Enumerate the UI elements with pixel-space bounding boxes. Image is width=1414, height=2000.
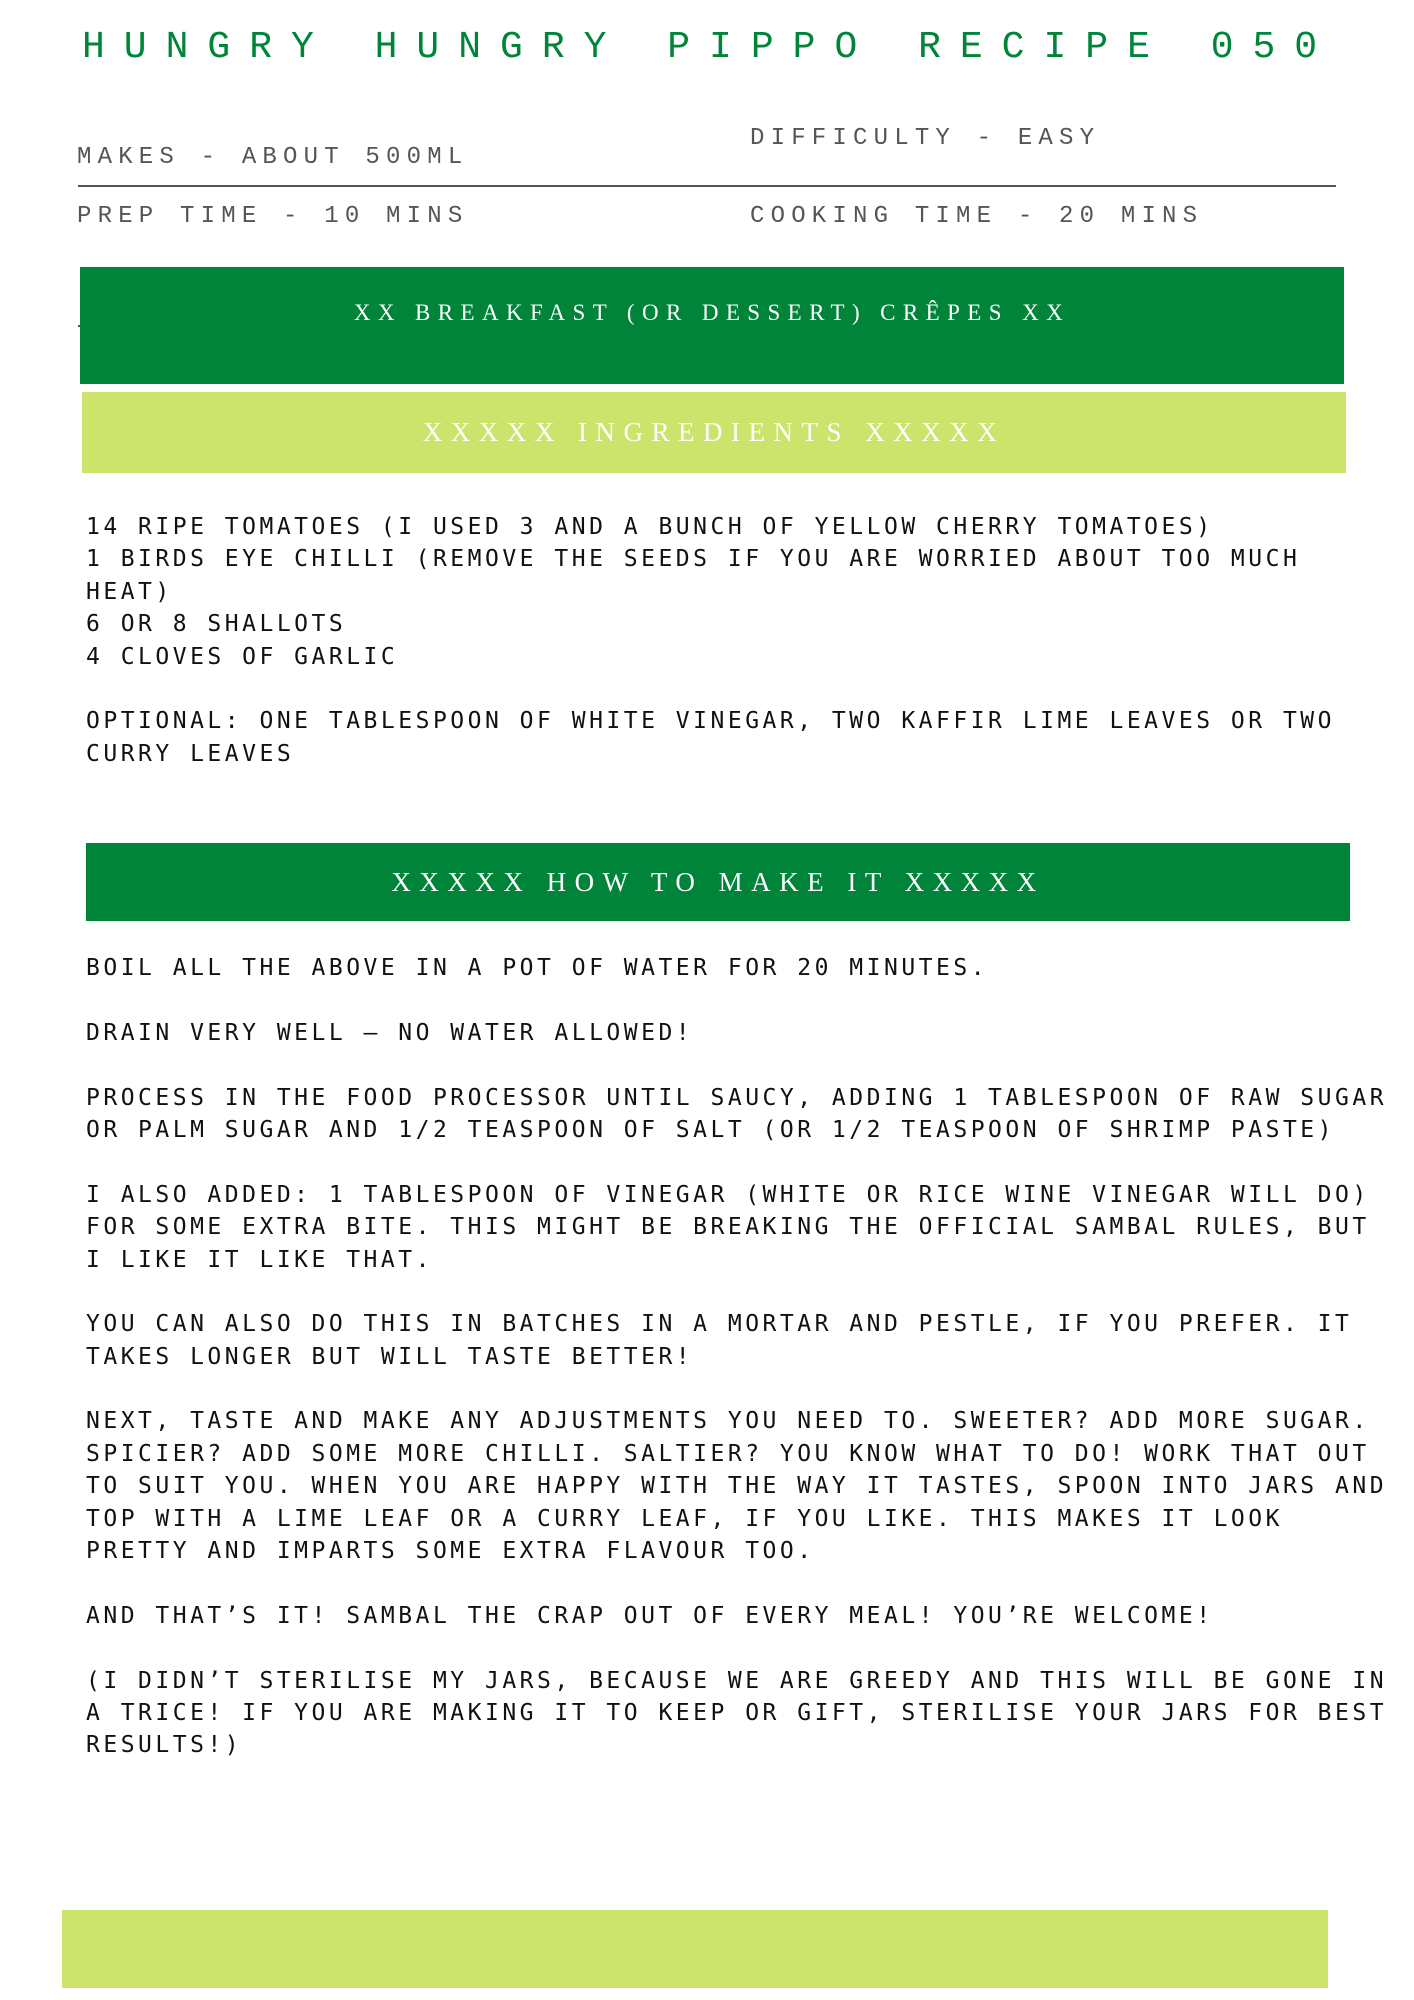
method-step-line: YOU CAN ALSO DO THIS IN BATCHES IN A MORTAR AND PESTLE, IF YOU PREFER. IT bbox=[86, 1311, 1353, 1338]
divider-line bbox=[78, 185, 1336, 187]
method-step-line: PROCESS IN THE FOOD PROCESSOR UNTIL SAUCY, ADDING 1 TABLESPOON OF RAW SUGAR bbox=[86, 1084, 1388, 1111]
ingredient-line: 4 CLOVES OF GARLIC bbox=[86, 643, 399, 670]
method-step-line: TO SUIT YOU. WHEN YOU ARE HAPPY WITH THE WAY IT TASTES, SPOON INTO JARS AND bbox=[86, 1473, 1388, 1500]
method-step-line: OR PALM SUGAR AND 1/2 TEASPOON OF SALT (OR 1/2 TEASPOON OF SHRIMP PASTE) bbox=[86, 1116, 1335, 1143]
method-step-line: RESULTS!) bbox=[86, 1732, 243, 1759]
recipe-title: XX BREAKFAST (OR DESSERT) CRÊPES XX bbox=[353, 299, 1071, 325]
difficulty-info: DIFFICULTY - EASY bbox=[750, 125, 1101, 152]
method-step-line: FOR SOME EXTRA BITE. THIS MIGHT BE BREAKING THE OFFICIAL SAMBAL RULES, BUT bbox=[86, 1214, 1370, 1241]
method-step-line: TAKES LONGER BUT WILL TASTE BETTER! bbox=[86, 1343, 694, 1370]
method-step-line: DRAIN VERY WELL – NO WATER ALLOWED! bbox=[86, 1019, 694, 1046]
method-step-line: I ALSO ADDED: 1 TABLESPOON OF VINEGAR (WHITE OR RICE WINE VINEGAR WILL DO) bbox=[86, 1181, 1370, 1208]
optional-ingredients-line: CURRY LEAVES bbox=[86, 740, 295, 767]
cooking-time-info: COOKING TIME - 20 MINS bbox=[750, 203, 1204, 230]
recipe-title-banner bbox=[80, 267, 1344, 384]
ingredients-header-banner bbox=[82, 392, 1346, 473]
method-step-line: SPICIER? ADD SOME MORE CHILLI. SALTIER? YOU KNOW WHAT TO DO! WORK THAT OUT bbox=[86, 1440, 1370, 1467]
method-step-line: I LIKE IT LIKE THAT. bbox=[86, 1246, 433, 1273]
ingredient-line: 6 OR 8 SHALLOTS bbox=[86, 611, 347, 638]
method-steps bbox=[86, 952, 1388, 1762]
method-step-line: AND THAT’S IT! SAMBAL THE CRAP OUT OF EVERY MEAL! YOU’RE WELCOME! bbox=[86, 1602, 1214, 1629]
ingredient-line: 14 RIPE TOMATOES (I USED 3 AND A BUNCH OF YELLOW CHERRY TOMATOES) bbox=[86, 514, 1214, 540]
method-step-line: PRETTY AND IMPARTS SOME EXTRA FLAVOUR TOO. bbox=[86, 1538, 815, 1565]
method-header-banner bbox=[86, 843, 1350, 921]
ingredients-heading: XXXXX INGREDIENTS XXXXX bbox=[422, 417, 1006, 447]
method-step-line: TOP WITH A LIME LEAF OR A CURRY LEAF, IF YOU LIKE. THIS MAKES IT LOOK bbox=[86, 1505, 1283, 1532]
prep-time-info: PREP TIME - 10 MINS bbox=[77, 203, 469, 230]
footer-bar bbox=[62, 1910, 1328, 1988]
recipe-series-title: HUNGRY HUNGRY PIPPO RECIPE 050 bbox=[82, 26, 1337, 69]
ingredient-line: 1 BIRDS EYE CHILLI (REMOVE THE SEEDS IF YOU ARE WORRIED ABOUT TOO MUCH bbox=[86, 546, 1301, 573]
method-heading: XXXXX HOW TO MAKE IT XXXXX bbox=[391, 866, 1045, 897]
optional-ingredients-line: OPTIONAL: ONE TABLESPOON OF WHITE VINEGAR, TWO KAFFIR LIME LEAVES OR TWO bbox=[86, 708, 1335, 735]
method-step-line: A TRICE! IF YOU ARE MAKING IT TO KEEP OR GIFT, STERILISE YOUR JARS FOR BEST bbox=[86, 1699, 1388, 1726]
ingredient-line: HEAT) bbox=[86, 578, 173, 605]
ingredients-list bbox=[86, 511, 1376, 770]
method-step-line: (I DIDN’T STERILISE MY JARS, BECAUSE WE ARE GREEDY AND THIS WILL BE GONE IN bbox=[86, 1667, 1388, 1694]
method-step-line: BOIL ALL THE ABOVE IN A POT OF WATER FOR 20 MINUTES. bbox=[86, 955, 989, 981]
makes-info: MAKES - ABOUT 500ML bbox=[77, 144, 469, 171]
method-step-line: NEXT, TASTE AND MAKE ANY ADJUSTMENTS YOU NEED TO. SWEETER? ADD MORE SUGAR. bbox=[86, 1408, 1370, 1435]
